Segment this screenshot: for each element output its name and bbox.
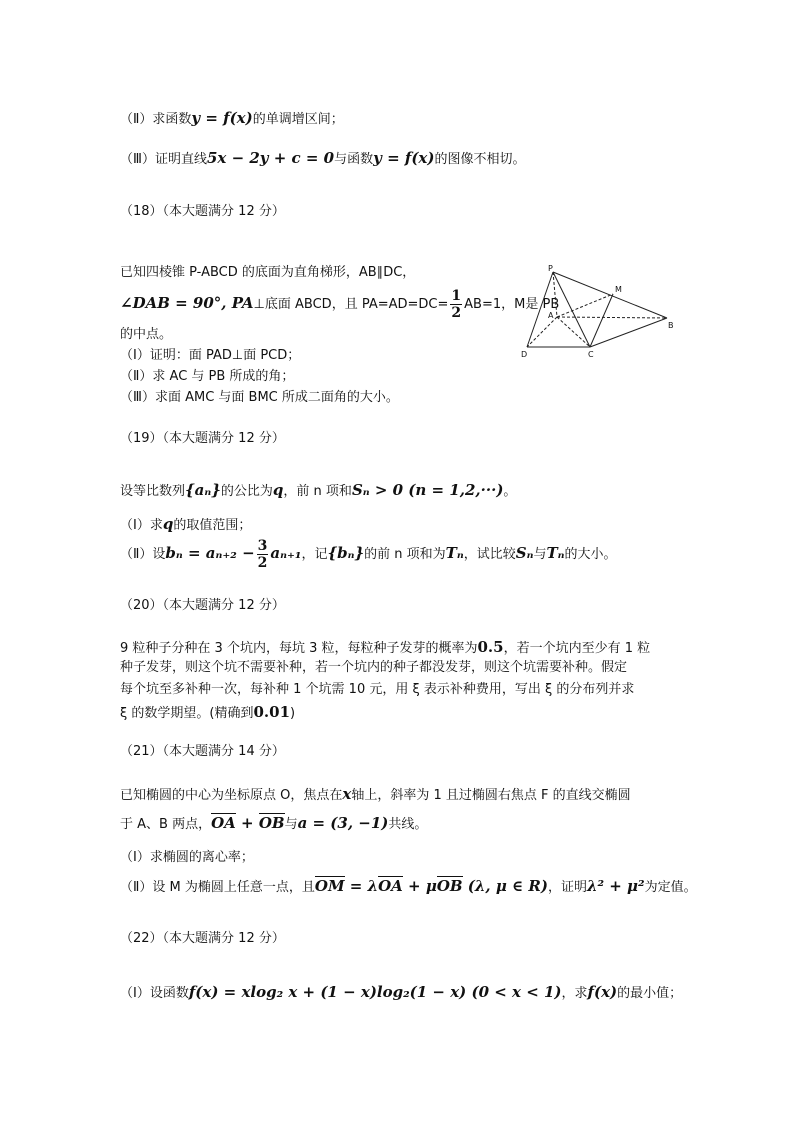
q19-sn: Sₙ > 0 (n = 1,2,···) — [351, 481, 504, 499]
edge-ab — [557, 317, 667, 318]
q19-i-b: 的取值范围； — [173, 518, 252, 533]
q21-p1b: 轴上，斜率为 1 且过椭圆右焦点 F 的直线交椭圆 — [351, 788, 631, 803]
q19-ii-a: （Ⅱ）设 — [120, 547, 166, 562]
q20-prec: 0.01 — [253, 703, 291, 721]
q18-line2 — [120, 288, 559, 321]
q19-bn: bₙ = aₙ₊₂ − — [165, 544, 255, 562]
eq-y-fx-2: y = f(x) — [373, 149, 435, 167]
q19-line1 — [120, 480, 516, 502]
edge-mc — [590, 294, 613, 347]
q17-ii-tail: 的单调增区间； — [252, 112, 344, 127]
q20-p4a: ξ 的数学期望。(精确到 — [120, 706, 254, 721]
q20-header: （20）（本大题满分 12 分） — [120, 598, 285, 613]
q18-fraction — [450, 288, 462, 321]
q20-p4 — [120, 702, 295, 724]
q22-i-a: （Ⅰ）设函数 — [120, 986, 189, 1001]
q18-line1: 已知四棱锥 P-ABCD 的底面为直角梯形，AB∥DC， — [120, 265, 416, 280]
edge-pd — [527, 272, 553, 347]
q21-i: （Ⅰ）求椭圆的离心率； — [120, 850, 254, 865]
q17-iii-mid: 与函数 — [334, 152, 374, 167]
label-m: M — [615, 285, 622, 294]
label-p: P — [548, 264, 553, 273]
q21-l2m2: λ² + μ² — [586, 877, 645, 895]
q19-sn-2: Sₙ — [515, 544, 534, 562]
q21-vec-oa-2: OA — [378, 877, 403, 895]
q20-p4b: ) — [290, 706, 296, 721]
q19-ii-e: 与 — [533, 547, 547, 562]
q18-ii: （Ⅱ）求 AC 与 PB 所成的角； — [120, 369, 295, 384]
q18-line3: 的中点。 — [120, 327, 173, 342]
edge-ac — [557, 317, 590, 347]
q18-iii: （Ⅲ）求面 AMC 与面 BMC 所成二面角的大小。 — [120, 390, 399, 405]
q19-frac-num: 3 — [257, 538, 268, 554]
q21-ii-b: ，证明 — [547, 880, 587, 895]
q20-p1 — [120, 637, 650, 659]
edge-cb — [590, 318, 667, 347]
q21-p1a: 已知椭圆的中心为坐标原点 O，焦点在 — [120, 788, 343, 803]
label-b: B — [668, 321, 674, 330]
q18-perp: ⊥底面 ABCD，且 PA=AD=DC= — [253, 297, 449, 312]
q18-frac-num: 1 — [451, 288, 462, 304]
q19-q-2: q — [162, 515, 174, 533]
q19-q: q — [272, 481, 284, 499]
q18-angle: ∠DAB = 90°, PA — [120, 294, 254, 312]
q21-p1 — [120, 784, 631, 806]
q19-tn-2: Tₙ — [546, 544, 565, 562]
q21-vec-oa: OA — [211, 814, 236, 832]
label-a: A — [548, 311, 554, 320]
q21-x: x — [342, 785, 352, 803]
q19-ii-d: ，试比较 — [463, 547, 516, 562]
q19-text-c: ，前 n 项和 — [283, 484, 352, 499]
edge-ad — [527, 317, 557, 347]
eq-y-fx: y = f(x) — [191, 109, 253, 127]
label-d: D — [521, 350, 528, 359]
q21-p2 — [120, 813, 427, 835]
q18-header: （18）（本大题满分 12 分） — [120, 204, 285, 219]
q19-ii — [120, 538, 617, 571]
pyramid-figure — [515, 262, 685, 362]
q19-frac-den: 2 — [257, 555, 268, 571]
q21-p2a: 于 A、B 两点， — [120, 817, 212, 832]
q17-iii-tail: 的图像不相切。 — [434, 152, 526, 167]
q19-header: （19）（本大题满分 12 分） — [120, 431, 285, 446]
q19-an1: aₙ₊₁ — [270, 544, 302, 562]
q19-i — [120, 514, 251, 536]
q21-p2b: 与 — [284, 817, 298, 832]
q20-prob: 0.5 — [477, 638, 504, 656]
q21-vec-a: a = (3, −1) — [297, 814, 389, 832]
q18-ab: AB=1，M是 PB — [464, 297, 560, 312]
q19-i-a: （Ⅰ）求 — [120, 518, 163, 533]
q17-part-ii — [120, 108, 344, 130]
q20-p3: 每个坑至多补种一次，每补种 1 个坑需 10 元，用 ξ 表示补种费用，写出 ξ 的分布列并求 — [120, 682, 635, 697]
q21-ii — [120, 876, 697, 898]
q19-tn: Tₙ — [445, 544, 464, 562]
label-c: C — [588, 350, 594, 359]
edge-pc — [553, 272, 590, 347]
q22-i-c: 的最小值； — [617, 986, 683, 1001]
q21-p2c: 共线。 — [388, 817, 428, 832]
q21-vec-ob: OB — [258, 814, 285, 832]
q20-p1a: 9 粒种子分种在 3 个坑内，每坑 3 粒，每粒种子发芽的概率为 — [120, 641, 478, 656]
q19-text-d: 。 — [503, 484, 517, 499]
q19-bn-set: {bₙ} — [327, 544, 365, 562]
q19-ii-f: 的大小。 — [564, 547, 617, 562]
q19-ii-b: ，记 — [301, 547, 328, 562]
q19-text-a: 设等比数列 — [120, 484, 186, 499]
q22-fx-2: f(x) — [587, 983, 618, 1001]
q21-vec-om: OM — [314, 877, 345, 895]
q21-ii-a: （Ⅱ）设 M 为椭圆上任意一点，且 — [120, 880, 315, 895]
q22-i-b: ，求 — [561, 986, 588, 1001]
q22-i — [120, 982, 682, 1004]
q17-iii-label: （Ⅲ）证明直线 — [120, 152, 207, 167]
q17-ii-label: （Ⅱ）求函数 — [120, 112, 192, 127]
q21-header: （21）（本大题满分 14 分） — [120, 744, 285, 759]
q20-p1b: ，若一个坑内至少有 1 粒 — [503, 641, 651, 656]
q19-text-b: 的公比为 — [220, 484, 273, 499]
q21-eq: = λ — [344, 877, 379, 895]
q19-ii-c: 的前 n 项和为 — [364, 547, 446, 562]
q22-header: （22）（本大题满分 12 分） — [120, 931, 285, 946]
q21-vec-ob-2: OB — [436, 877, 463, 895]
q22-fx: f(x) = xlog₂ x + (1 − x)log₂(1 − x) (0 < x < 1) — [188, 983, 562, 1001]
q17-part-iii — [120, 148, 525, 170]
q18-frac-den: 2 — [451, 305, 462, 321]
q19-an: {aₙ} — [185, 481, 221, 499]
eq-line: 5x − 2y + c = 0 — [206, 149, 335, 167]
q21-plus: + — [235, 814, 259, 832]
q20-p2: 种子发芽，则这个坑不需要补种，若一个坑内的种子都没发芽，则这个坑需要补种。假定 — [120, 660, 628, 675]
q21-lm: (λ, μ ∈ R) — [462, 877, 548, 895]
q21-ii-c: 为定值。 — [644, 880, 697, 895]
q19-fraction — [257, 538, 269, 571]
q21-mu: + μ — [402, 877, 437, 895]
q18-i: （Ⅰ）证明：面 PAD⊥面 PCD； — [120, 348, 301, 363]
